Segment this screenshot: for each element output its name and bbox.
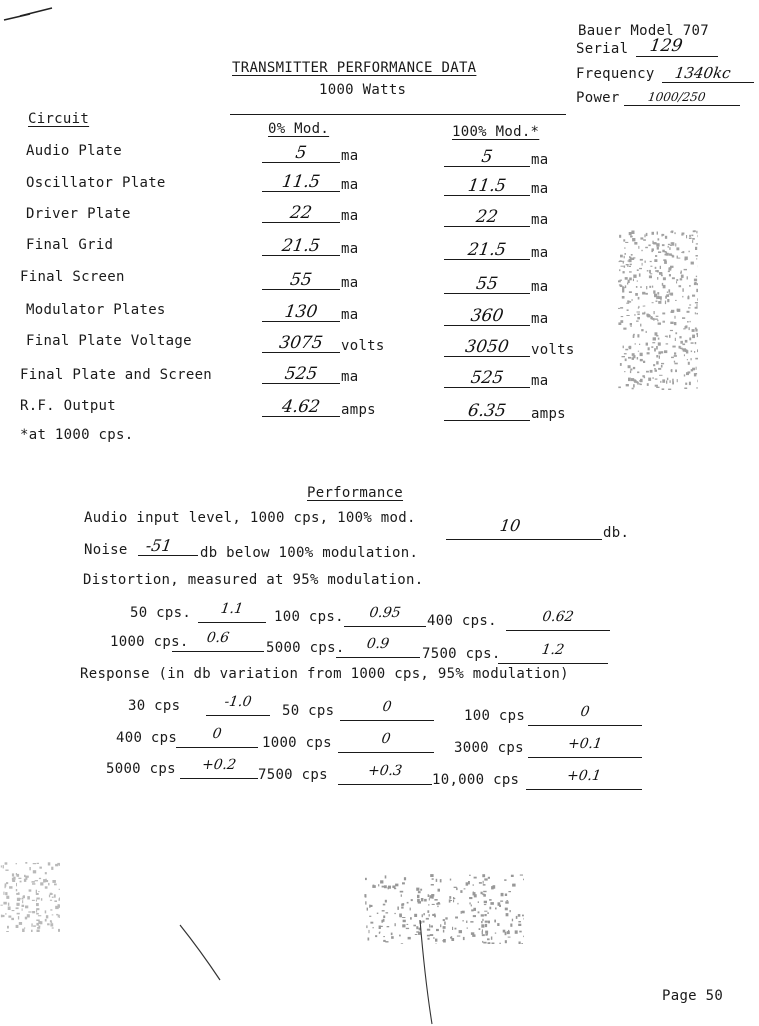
performance-heading: Performance — [307, 485, 404, 501]
response-underline — [528, 757, 642, 758]
col2-unit: ma — [531, 311, 549, 327]
response-underline — [180, 778, 258, 779]
response-value: 0 — [380, 731, 392, 747]
col2-value: 360 — [469, 306, 505, 326]
distortion-label: 1000 cps. — [110, 634, 189, 650]
col1-value: 525 — [283, 364, 319, 384]
response-underline — [528, 725, 642, 726]
col2-unit: ma — [531, 212, 549, 228]
frequency-value: 1340kc — [673, 64, 732, 82]
distortion-underline — [172, 651, 264, 652]
corner-scribble — [0, 0, 70, 30]
serial-underline — [636, 56, 718, 57]
column-header-100-mod: 100% Mod.* — [452, 124, 540, 140]
col1-unit: amps — [341, 402, 376, 418]
col2-unit: ma — [531, 279, 549, 295]
audio-input-value: 10 — [498, 516, 522, 535]
response-heading: Response (in db variation from 1000 cps, 95% modulation) — [80, 666, 569, 682]
response-value: -1.0 — [223, 694, 253, 710]
distortion-underline — [198, 622, 266, 623]
document-title: TRANSMITTER PERFORMANCE DATA — [232, 60, 477, 76]
distortion-value: 0.62 — [541, 609, 575, 625]
col1-value: 5 — [294, 143, 308, 163]
distortion-label: 100 cps. — [274, 609, 344, 625]
distortion-label: 400 cps. — [427, 613, 497, 629]
circuit-row-label: R.F. Output — [20, 398, 117, 414]
col2-value: 525 — [469, 368, 505, 388]
col1-unit: ma — [341, 275, 359, 291]
noise-label: Noise — [84, 542, 128, 558]
col1-unit: ma — [341, 177, 359, 193]
response-value: 0 — [381, 699, 393, 715]
col1-value: 4.62 — [280, 397, 322, 417]
col1-value: 3075 — [277, 333, 325, 353]
circuit-row-label: Final Screen — [20, 269, 125, 285]
response-value: +0.1 — [566, 736, 604, 752]
col1-value: 55 — [288, 270, 314, 290]
col2-unit: amps — [531, 406, 566, 422]
circuit-row-label: Modulator Plates — [26, 302, 166, 318]
response-value: +0.1 — [565, 768, 603, 784]
scan-noise-left — [0, 862, 60, 932]
response-value: 0 — [211, 726, 223, 742]
col2-value: 22 — [474, 207, 500, 227]
distortion-label: 50 cps. — [130, 605, 192, 621]
response-underline — [206, 715, 270, 716]
distortion-heading: Distortion, measured at 95% modulation. — [83, 572, 424, 588]
distortion-value: 0.95 — [368, 605, 402, 621]
page-number: Page 50 — [662, 988, 724, 1004]
col2-value: 21.5 — [466, 240, 508, 260]
col1-unit: ma — [341, 307, 359, 323]
noise-underline — [138, 555, 198, 556]
response-label: 30 cps — [128, 698, 181, 714]
scan-noise-bottom — [364, 874, 524, 944]
distortion-value: 1.1 — [219, 601, 245, 617]
col1-value: 11.5 — [280, 172, 322, 192]
response-value: +0.2 — [200, 757, 238, 773]
col2-value: 11.5 — [466, 176, 508, 196]
col1-unit: ma — [341, 369, 359, 385]
circuit-row-label: Audio Plate — [26, 143, 123, 159]
distortion-underline — [344, 626, 426, 627]
distortion-value: 0.9 — [365, 636, 391, 652]
col2-value: 55 — [474, 274, 500, 294]
response-label: 50 cps — [282, 703, 335, 719]
document-subtitle: 1000 Watts — [319, 82, 407, 98]
col2-value: 5 — [480, 147, 494, 167]
distortion-underline — [506, 630, 610, 631]
scan-noise-right — [618, 230, 698, 390]
response-label: 5000 cps — [106, 761, 176, 777]
col1-value: 22 — [288, 203, 314, 223]
response-label: 1000 cps — [262, 735, 332, 751]
response-underline — [340, 720, 434, 721]
circuit-row-label: Final Plate and Screen — [20, 367, 213, 383]
response-label: 10,000 cps — [432, 772, 520, 788]
serial-label: Serial — [576, 41, 629, 57]
power-value: 1000/250 — [647, 90, 707, 104]
circuit-row-label: Final Plate Voltage — [26, 333, 192, 349]
circuit-row-label: Final Grid — [26, 237, 114, 253]
col2-unit: ma — [531, 181, 549, 197]
response-label: 400 cps — [116, 730, 178, 746]
column-header-0-mod: 0% Mod. — [268, 121, 330, 137]
col2-unit: volts — [531, 342, 575, 358]
audio-input-unit: db. — [603, 525, 630, 541]
col2-value: 3050 — [463, 337, 511, 357]
col2-value: 6.35 — [466, 401, 508, 421]
col2-unit: ma — [531, 373, 549, 389]
distortion-value: 1.2 — [540, 642, 566, 658]
col1-unit: ma — [341, 208, 359, 224]
response-underline — [338, 752, 434, 753]
col1-value: 130 — [283, 302, 319, 322]
response-label: 7500 cps — [258, 767, 328, 783]
serial-value: 129 — [648, 36, 684, 56]
audio-input-underline — [446, 539, 602, 540]
circuit-row-label: Driver Plate — [26, 206, 131, 222]
circuit-row-label: Oscillator Plate — [26, 175, 166, 191]
power-underline — [624, 105, 740, 106]
response-underline — [176, 747, 258, 748]
response-label: 3000 cps — [454, 740, 524, 756]
noise-value: -51 — [144, 536, 174, 555]
col1-value: 21.5 — [280, 236, 322, 256]
power-label: Power — [576, 90, 620, 106]
col1-unit: volts — [341, 338, 385, 354]
frequency-underline — [662, 82, 754, 83]
response-value: +0.3 — [366, 763, 404, 779]
distortion-label: 7500 cps. — [422, 646, 501, 662]
distortion-underline — [498, 663, 608, 664]
table-footnote: *at 1000 cps. — [20, 427, 134, 443]
col2-unit: ma — [531, 245, 549, 261]
title-rule — [230, 114, 566, 115]
response-value: 0 — [579, 704, 591, 720]
frequency-label: Frequency — [576, 66, 655, 82]
audio-input-text: Audio input level, 1000 cps, 100% mod. — [84, 510, 416, 526]
response-label: 100 cps — [464, 708, 526, 724]
circuit-header: Circuit — [28, 111, 90, 127]
distortion-label: 5000 cps. — [266, 640, 345, 656]
response-underline — [526, 789, 642, 790]
col2-unit: ma — [531, 152, 549, 168]
distortion-value: 0.6 — [205, 630, 231, 646]
col1-unit: ma — [341, 241, 359, 257]
col1-unit: ma — [341, 148, 359, 164]
response-underline — [338, 784, 432, 785]
distortion-underline — [336, 657, 420, 658]
noise-suffix: db below 100% modulation. — [200, 545, 419, 561]
model-label: Bauer Model 707 — [578, 23, 709, 39]
